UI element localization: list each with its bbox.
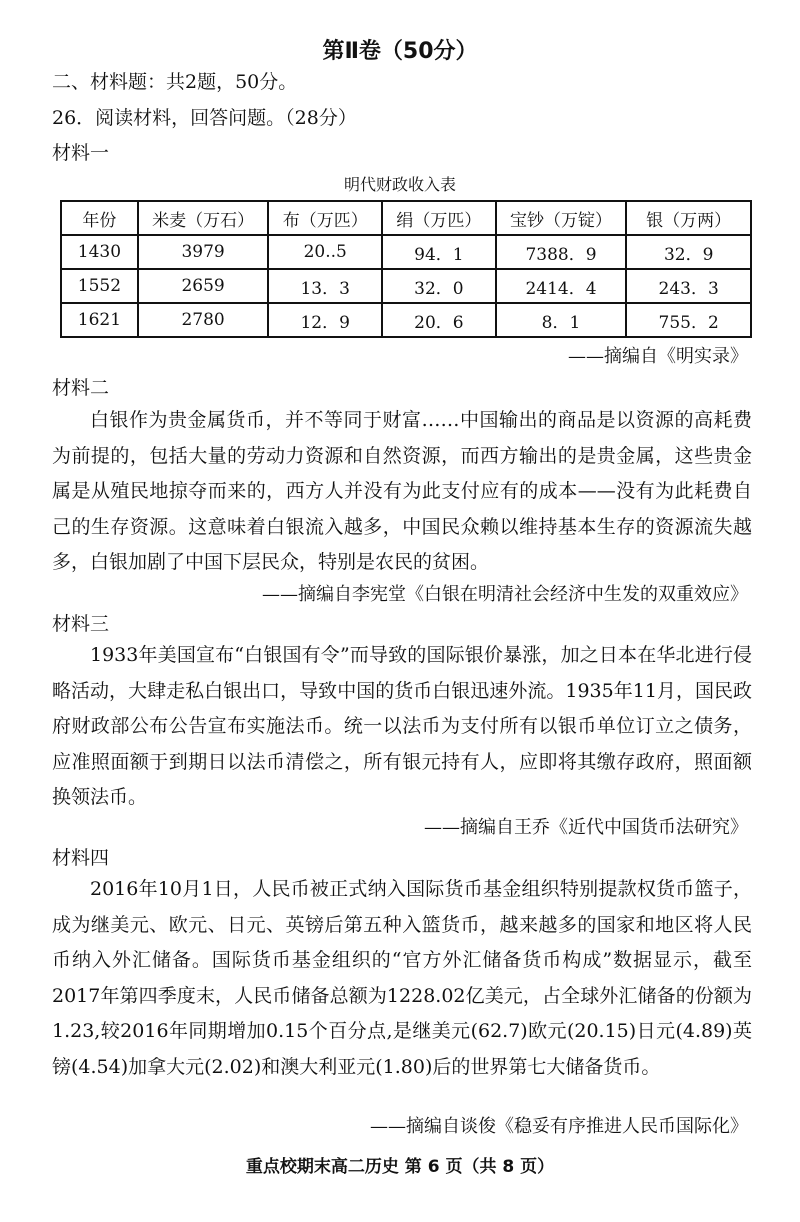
part-heading: 二、材料题：共2题，50分。 [52, 71, 298, 93]
material2-text: 白银作为贵金属货币，并不等同于财富……中国输出的商品是以资源的高耗费为前提的，包括大量的劳动力资源和自然资源，而西方输出的是贵金属，这些贵金属是从殖民地掠夺而来的，西方人并没有为此支付应有的成本——没有为此耗费自己的生存资源。这意味着白银流入越多，中国民众赖以维持基本生存的资源流失越多，白银加剧了中国下层民众，特别是农民的贫困。 [52, 409, 752, 573]
material2-source: ——摘编自李宪堂《白银在明清社会经济中生发的双重效应》 [262, 584, 748, 605]
table-cell: 20．6 [382, 303, 496, 337]
column-header: 年份 [61, 201, 138, 235]
material1-label: 材料一 [52, 142, 110, 164]
table-cell: 8．1 [496, 303, 627, 337]
table-row [61, 269, 751, 303]
table-cell: 2414．4 [496, 269, 627, 303]
table-cell: 32．9 [626, 235, 751, 269]
table-cell: 243．3 [626, 269, 751, 303]
table-row [61, 235, 751, 269]
table-cell: 1621 [61, 303, 138, 337]
table-cell: 755．2 [626, 303, 751, 337]
question-prompt: 26．阅读材料，回答问题。（28分） [52, 107, 357, 129]
material1-source: ——摘编自《明实录》 [568, 346, 748, 367]
table-cell: 7388．9 [496, 235, 627, 269]
section-title: 第Ⅱ卷（50分） [322, 39, 478, 64]
table-cell: 94．1 [382, 235, 496, 269]
column-header: 米麦（万石） [138, 201, 269, 235]
table-cell: 1552 [61, 269, 138, 303]
finance-table [60, 200, 752, 338]
table-cell: 32．0 [382, 269, 496, 303]
table-header-row [61, 201, 751, 235]
table-cell: 20..5 [268, 235, 382, 269]
table-cell: 1430 [61, 235, 138, 269]
material3-label: 材料三 [52, 613, 110, 635]
column-header: 银（万两） [626, 201, 751, 235]
table-cell: 2780 [138, 303, 269, 337]
table-cell: 12．9 [268, 303, 382, 337]
column-header: 布（万匹） [268, 201, 382, 235]
material3-source: ——摘编自王乔《近代中国货币法研究》 [424, 817, 748, 838]
column-header: 宝钞（万锭） [496, 201, 627, 235]
material4-source: ——摘编自谈俊《稳妥有序推进人民币国际化》 [370, 1116, 748, 1137]
material4-label: 材料四 [52, 847, 110, 869]
material2-label: 材料二 [52, 377, 110, 399]
material3-text: 1933年美国宣布“白银国有令”而导致的国际银价暴涨，加之日本在华北进行侵略活动，大肆走私白银出口，导致中国的货币白银迅速外流。1935年11月，国民政府财政部公布公告宣布实施法币。统一以法币为支付所有以银币单位订立之债务，应准照面额于到期日以法币清偿之，所有银元持有人，应即将其缴存政府，照面额换领法币。 [52, 644, 752, 808]
table-cell: 2659 [138, 269, 269, 303]
table-row [61, 303, 751, 337]
page-footer: 重点校期末高二历史 第 6 页（共 8 页） [245, 1157, 555, 1177]
column-header: 绢（万匹） [382, 201, 496, 235]
table-cell: 13．3 [268, 269, 382, 303]
material4-text: 2016年10月1日，人民币被正式纳入国际货币基金组织特别提款权货币篮子，成为继美元、欧元、日元、英镑后第五种入篮货币，越来越多的国家和地区将人民币纳入外汇储备。国际货币基金组织的“官方外汇储备货币构成”数据显示，截至2017年第四季度末，人民币储备总额为1228.02亿美元，占全球外汇储备的份额为1.23,较2016年同期增加0.15个百分点,是继美元(62.7)欧元(20.15)日元(4.89)英镑(4.54)加拿大元(2.02)和澳大利亚元(1.80)后的世界第七大储备货币。 [52, 878, 752, 1078]
table-caption: 明代财政收入表 [343, 175, 456, 194]
table-cell: 3979 [138, 235, 269, 269]
